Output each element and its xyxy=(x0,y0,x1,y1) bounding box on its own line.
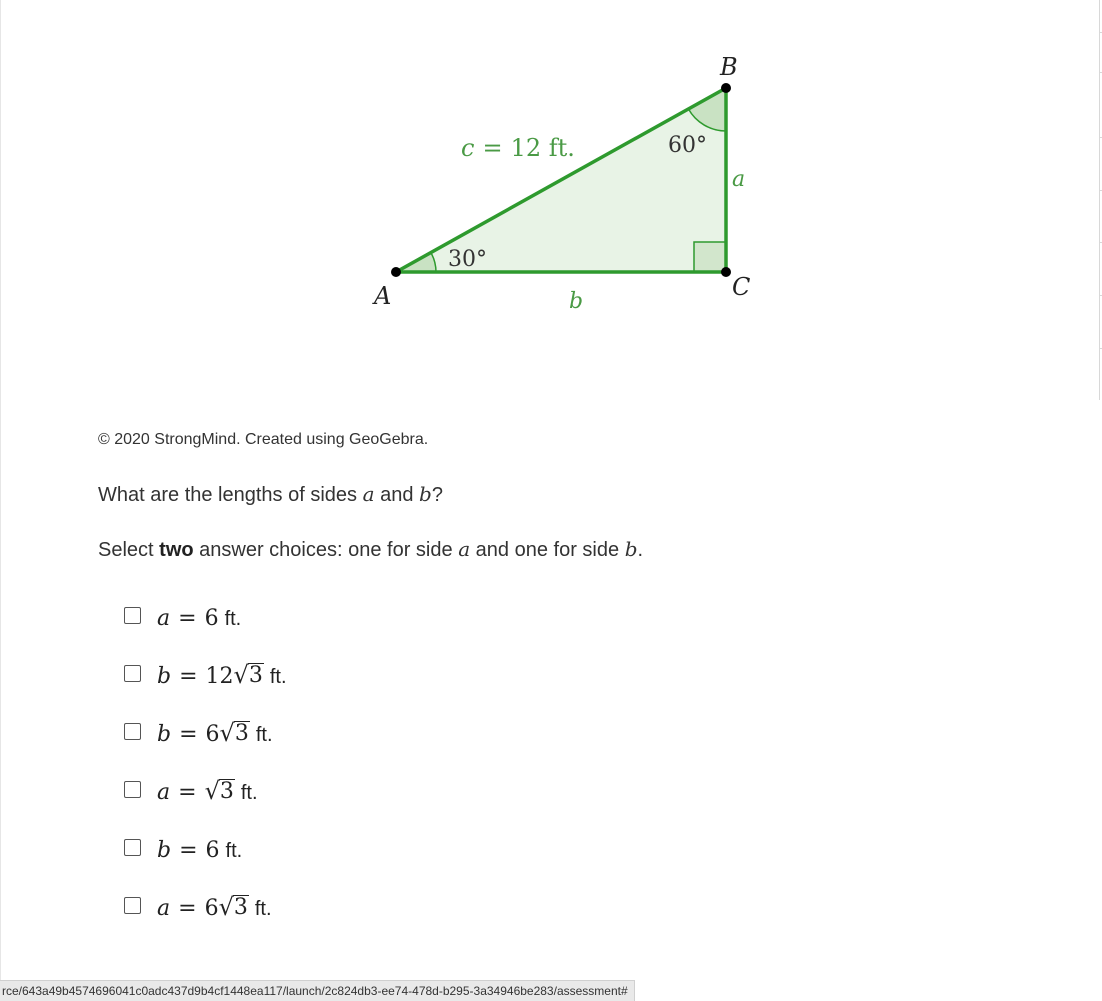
sqrt-symbol: √ 3 xyxy=(219,719,249,748)
vertex-a-label: A xyxy=(374,282,392,310)
question-prefix: What are the lengths of sides xyxy=(98,484,363,506)
sqrt-symbol: √ 3 xyxy=(233,661,263,690)
choice-label[interactable]: a = 6 ft. xyxy=(157,605,242,631)
triangle-svg xyxy=(340,40,780,330)
vertex-a-point xyxy=(391,267,401,277)
question-suffix: ? xyxy=(431,484,443,506)
instruction-middle2: and one for side xyxy=(470,539,625,561)
choice-label[interactable]: a = √ 3 ft. xyxy=(157,777,258,806)
checkbox[interactable] xyxy=(124,781,141,798)
question-var-a: a xyxy=(362,482,375,506)
vertex-b-label: B xyxy=(720,53,738,81)
vertex-c-point xyxy=(721,267,731,277)
sqrt-symbol: √ 3 xyxy=(218,893,248,922)
image-credit: © 2020 StrongMind. Created using GeoGebra. xyxy=(98,431,429,448)
answer-choice[interactable] xyxy=(124,763,287,821)
choice-label[interactable]: b = 6 √ 3 ft. xyxy=(157,719,273,748)
side-a-label: a xyxy=(732,167,746,192)
choice-label[interactable]: b = 12 √ 3 ft. xyxy=(157,661,287,690)
choice-label[interactable]: a = 6 √ 3 ft. xyxy=(157,893,272,922)
answer-choice[interactable] xyxy=(124,705,287,763)
choice-label[interactable]: b = 6 ft. xyxy=(157,837,243,863)
instruction-text xyxy=(98,537,643,562)
question-middle: and xyxy=(374,484,420,506)
triangle-figure xyxy=(340,40,780,330)
hypotenuse-label: c = 12 ft. xyxy=(461,134,575,162)
instruction-var-b: b xyxy=(624,537,638,561)
checkbox[interactable] xyxy=(124,723,141,740)
instruction-prefix: Select xyxy=(98,539,160,561)
answer-choice[interactable] xyxy=(124,647,287,705)
question-text xyxy=(98,482,443,507)
answer-choices xyxy=(124,589,287,937)
checkbox[interactable] xyxy=(124,839,141,856)
right-angle-marker xyxy=(694,242,726,272)
checkbox[interactable] xyxy=(124,897,141,914)
angle-a-label: 30° xyxy=(448,247,487,272)
instruction-bold: two xyxy=(159,539,194,561)
question-var-b: b xyxy=(419,482,432,506)
instruction-middle: answer choices: one for side xyxy=(193,539,459,561)
instruction-var-a: a xyxy=(458,537,471,561)
checkbox[interactable] xyxy=(124,607,141,624)
vertex-b-point xyxy=(721,83,731,93)
answer-choice[interactable] xyxy=(124,821,287,879)
answer-choice[interactable] xyxy=(124,589,287,647)
sqrt-symbol: √ 3 xyxy=(204,777,234,806)
instruction-suffix: . xyxy=(637,539,644,561)
vertex-c-label: C xyxy=(732,273,751,301)
answer-choice[interactable] xyxy=(124,879,287,937)
status-bar-url: rce/643a49b4574696041c0adc437d9b4cf1448ea117/launch/2c824db3-ee74-478d-b295-3a34946be283/assessment# xyxy=(0,980,635,1001)
side-b-label: b xyxy=(569,289,584,314)
angle-b-label: 60° xyxy=(668,133,707,158)
checkbox[interactable] xyxy=(124,665,141,682)
left-border xyxy=(0,0,1,1001)
